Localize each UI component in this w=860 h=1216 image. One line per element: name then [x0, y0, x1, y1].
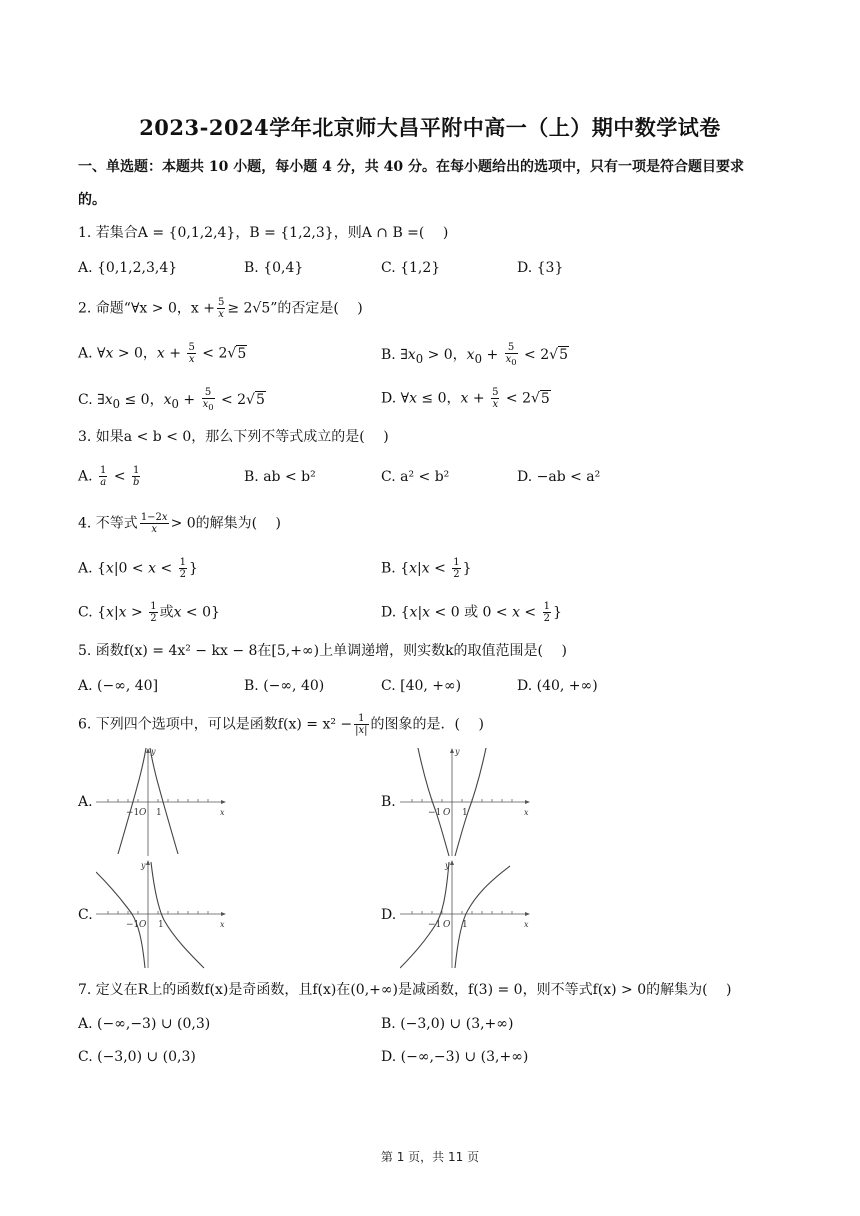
- q2-stem-pre: 2. 命题“∀x > 0，x +: [78, 300, 215, 317]
- q3-option-b: B. ab < b²: [244, 469, 316, 485]
- axis-y-label: y: [151, 747, 156, 756]
- q5-option-a: A. (−∞, 40]: [78, 678, 159, 694]
- y-axis-arrow: [146, 748, 150, 753]
- q4-option-b: B. {x|x < $\frac{1}{2}$ }: [381, 557, 472, 580]
- question-2-stem: [78, 297, 363, 320]
- q6-stem-pre: 6. 下列四个选项中，可以是函数f(x) = x² −: [78, 716, 353, 733]
- question-4-stem: [78, 512, 281, 535]
- x-axis-arrow: [221, 800, 226, 804]
- axis-y-label: y: [445, 861, 450, 870]
- q6-label-a: A.: [78, 794, 93, 810]
- q5-option-b: B. (−∞, 40): [244, 678, 325, 694]
- x-axis-arrow: [525, 800, 530, 804]
- q2-option-b: B. $\exists x_0 > 0$，$x_0$ + $\frac{5}{x_0}$ < 2√5: [381, 342, 568, 367]
- origin-label: O: [139, 920, 147, 930]
- q4-fraction: $\frac{1-2x}{x}$: [140, 512, 168, 535]
- q5-option-c: C. [40, +∞): [381, 678, 462, 694]
- axis-x-label: x: [220, 920, 225, 929]
- question-3-stem: 3. 如果a < b < 0，那么下列不等式成立的是( ): [78, 429, 389, 445]
- q6-stem-post: 的图象的是．( ): [370, 716, 484, 733]
- question-1-stem: 1. 若集合A = {0,1,2,4}，B = {1,2,3}，则A ∩ B =( ): [78, 225, 449, 241]
- section-heading-line1: 一、单选题：本题共 10 小题，每小题 4 分，共 40 分。在每小题给出的选项中，只有一项是符合题目要求: [78, 159, 744, 175]
- q6-label-b: B.: [381, 794, 396, 810]
- section-heading-line2: 的。: [78, 192, 106, 208]
- x-axis-arrow: [221, 912, 226, 916]
- tick-label-pos: 1: [158, 920, 164, 930]
- curve-right: [455, 866, 510, 968]
- tick-label-neg: −1: [126, 920, 140, 930]
- q2-option-a: A. ∀x > 0，x + $\frac{5}{x}$ < 2√5: [78, 342, 247, 365]
- curve-left: [400, 862, 449, 968]
- tick-label-pos: 1: [462, 808, 468, 818]
- axis-y-label: y: [455, 747, 460, 756]
- q4-stem-pre: 4. 不等式: [78, 515, 138, 532]
- q3-option-d: D. −ab < a²: [517, 469, 601, 485]
- q6-graph-b: [400, 746, 534, 858]
- x-ticks: [412, 911, 512, 914]
- y-axis-arrow: [450, 860, 454, 865]
- curve-left: [118, 748, 146, 854]
- q2-option-d: D. ∀x ≤ 0，x + $\frac{5}{x}$ < 2√5: [381, 387, 550, 410]
- q2-fraction: $\frac{5}{x}$: [217, 297, 225, 320]
- y-axis-arrow: [146, 860, 150, 865]
- q5-option-d: D. (40, +∞): [517, 678, 598, 694]
- x-ticks: [108, 799, 208, 802]
- q4-option-d: D. {x|x < 0 或 0 < x < $\frac{1}{2}$ }: [381, 601, 562, 624]
- q6-fraction: $\frac{1}{|x|}$: [355, 713, 368, 736]
- q6-label-c: C.: [78, 907, 93, 923]
- tick-label-pos: 1: [156, 808, 162, 818]
- q3-option-c: C. a² < b²: [381, 469, 450, 485]
- q1-option-c: C. {1,2}: [381, 260, 441, 276]
- axis-y-label: y: [141, 861, 146, 870]
- x-ticks: [108, 911, 208, 914]
- q7-option-c: C. (−3,0) ∪ (0,3): [78, 1049, 196, 1065]
- axis-x-label: x: [524, 920, 529, 929]
- y-axis-arrow: [450, 748, 454, 753]
- tick-label-pos: 1: [462, 920, 468, 930]
- q4-stem-post: > 0的解集为( ): [170, 515, 282, 532]
- q7-option-a: A. (−∞,−3) ∪ (0,3): [78, 1016, 211, 1032]
- axis-x-label: x: [220, 808, 225, 817]
- page-footer: 第 1 页，共 11 页: [380, 1150, 480, 1164]
- x-axis-arrow: [525, 912, 530, 916]
- q1-option-d: D. {3}: [517, 260, 564, 276]
- question-7-stem: 7. 定义在R上的函数f(x)是奇函数，且f(x)在(0,+∞)是减函数，f(3) = 0，则不等式f(x) > 0的解集为( ): [78, 982, 732, 998]
- q6-graph-d: [400, 858, 534, 970]
- axis-x-label: x: [524, 808, 529, 817]
- q7-option-d: D. (−∞,−3) ∪ (3,+∞): [381, 1049, 529, 1065]
- question-5-stem: 5. 函数f(x) = 4x² − kx − 8在[5,+∞)上单调递增，则实数k的取值范围是( ): [78, 643, 567, 659]
- q4-option-a: A. {x|0 < x < $\frac{1}{2}$ }: [78, 557, 198, 580]
- q2-option-c: C. $\exists x_0 \le 0$，$x_0$ + $\frac{5}{x_0}$ < 2√5: [78, 387, 265, 412]
- curve-right: [150, 748, 178, 854]
- q7-option-b: B. (−3,0) ∪ (3,+∞): [381, 1016, 514, 1032]
- q3-option-a: A. $\frac{1}{a}$ < $\frac{1}{b}$: [78, 465, 140, 488]
- question-6-stem: [78, 713, 484, 736]
- q6-label-d: D.: [381, 907, 397, 923]
- q4-option-c: C. {x|x > $\frac{1}{2}$ 或x < 0}: [78, 601, 220, 624]
- q6-graph-a: [96, 746, 230, 858]
- tick-label-neg: −1: [428, 808, 442, 818]
- curve-right: [151, 862, 204, 968]
- page-title: 2023-2024学年北京师大昌平附中高一（上）期中数学试卷: [139, 115, 721, 140]
- origin-label: O: [443, 920, 451, 930]
- q2-stem-post: ≥ 2√5”的否定是( ): [227, 300, 363, 317]
- origin-label: O: [139, 808, 147, 818]
- q1-option-a: A. {0,1,2,3,4}: [78, 260, 178, 276]
- q1-option-b: B. {0,4}: [244, 260, 304, 276]
- tick-label-neg: −1: [126, 808, 140, 818]
- origin-label: O: [443, 808, 451, 818]
- tick-label-neg: −1: [428, 920, 442, 930]
- q6-graph-c: [96, 858, 230, 970]
- x-ticks: [412, 799, 512, 802]
